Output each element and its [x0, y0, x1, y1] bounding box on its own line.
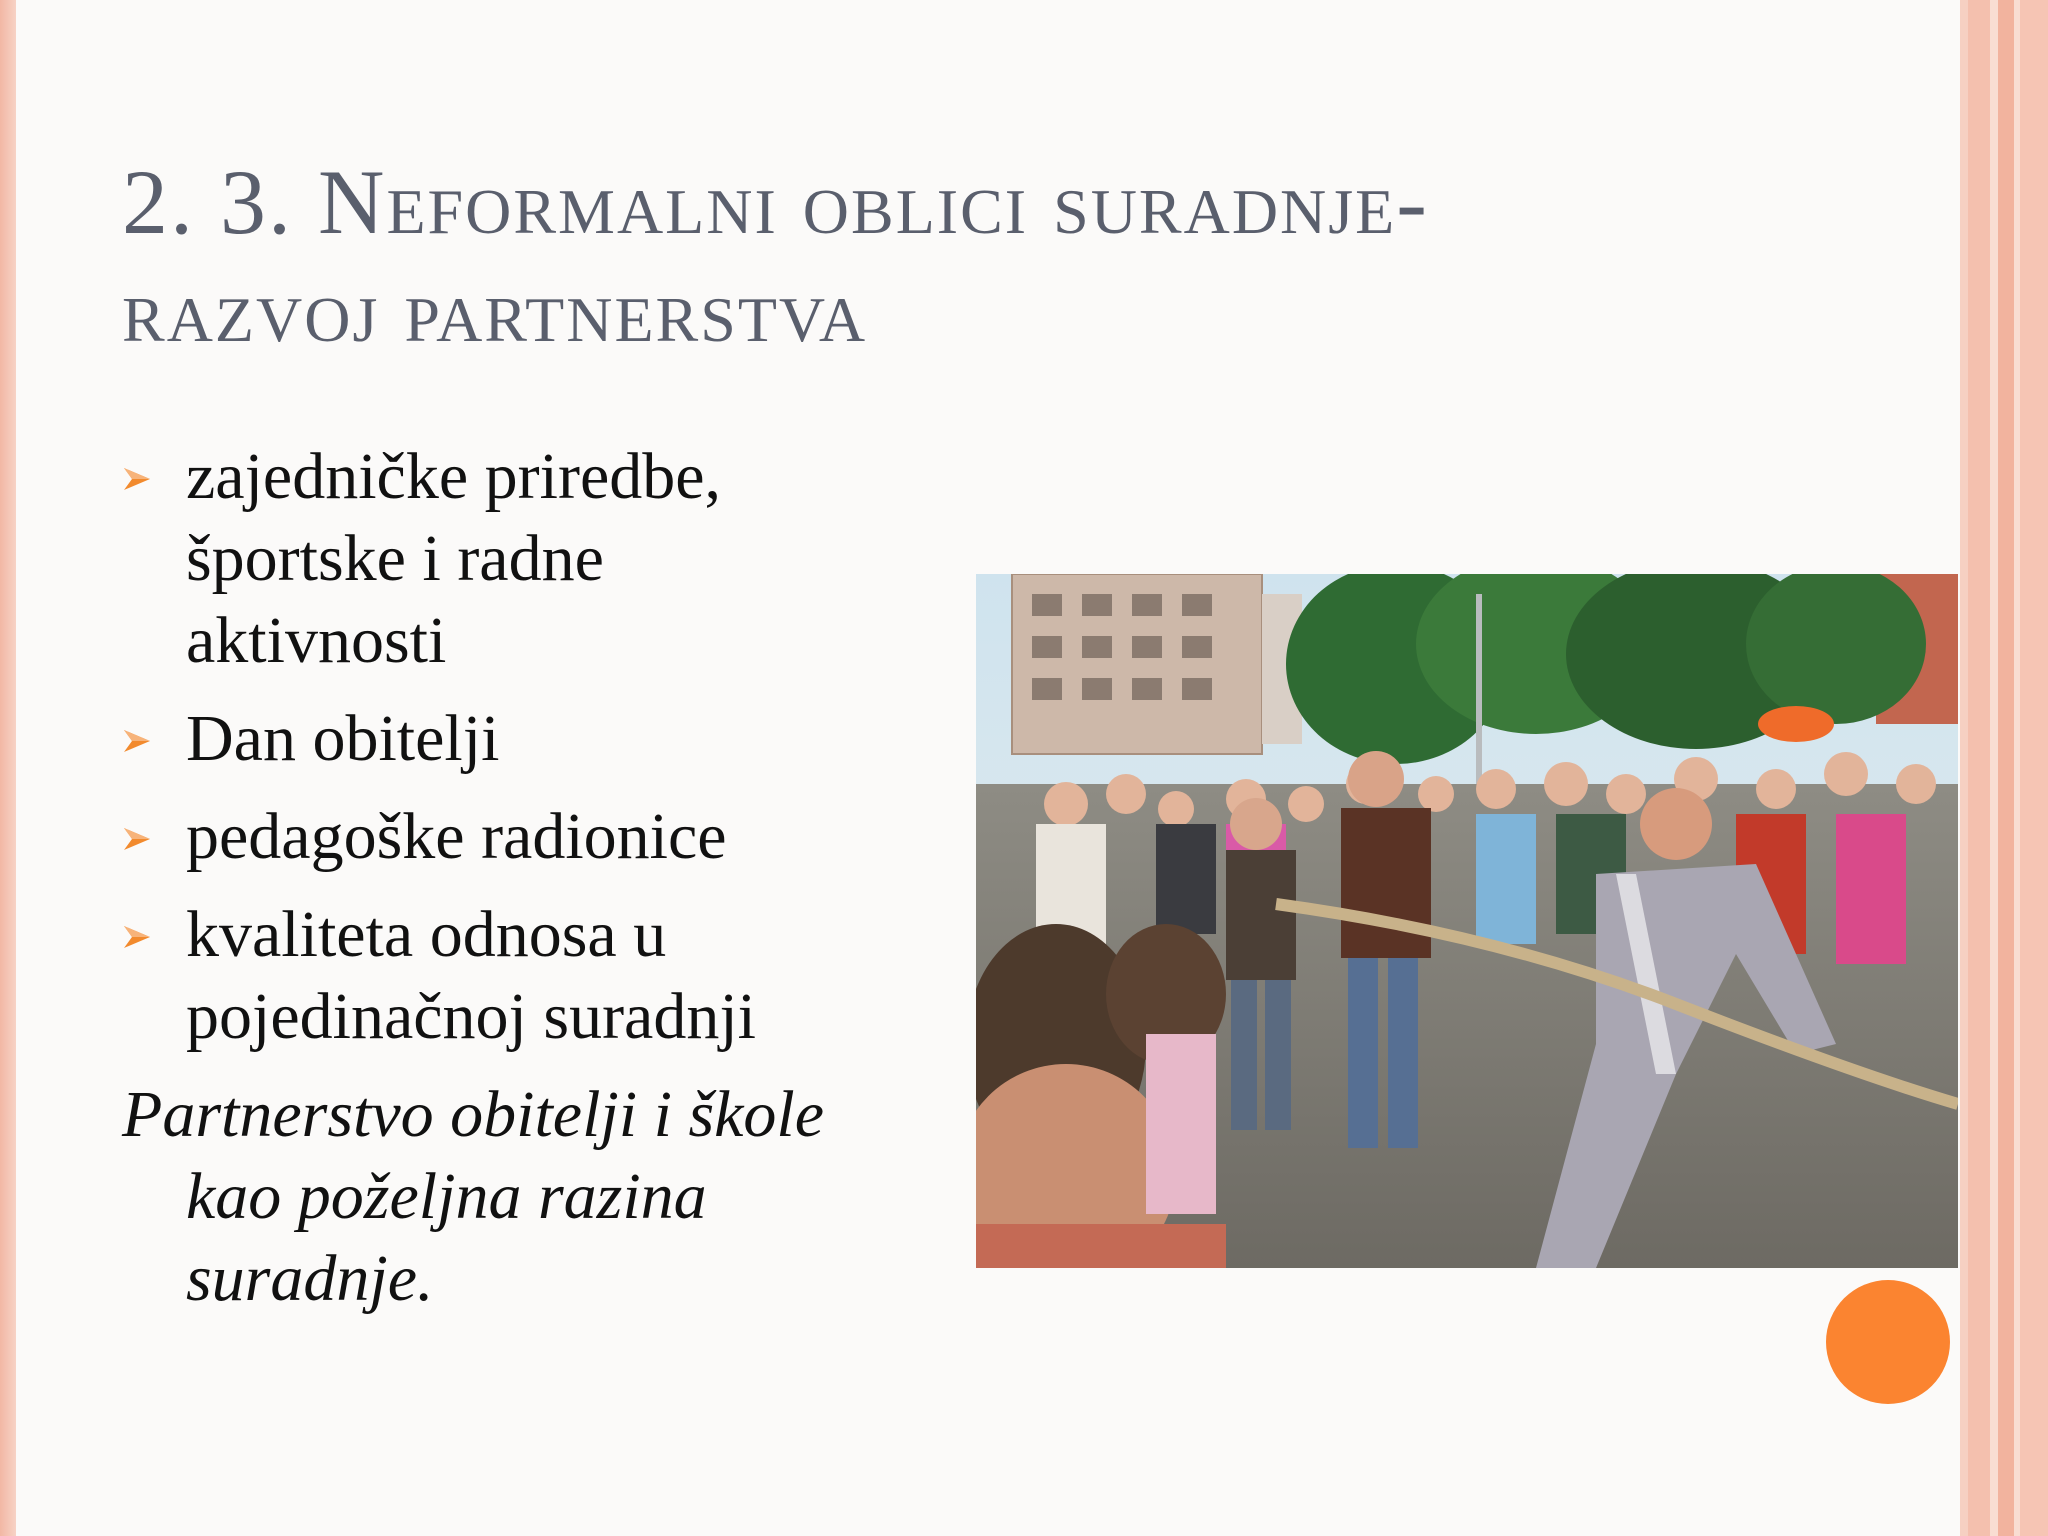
right-border-decoration — [2020, 0, 2048, 1536]
bullet-line: zajedničke priredbe, — [186, 440, 722, 513]
chevron-right-icon — [122, 464, 152, 494]
closing-line: Partnerstvo obitelji i škole — [122, 1078, 825, 1151]
title-line: razvoj partnerstva — [122, 259, 868, 361]
right-border-decoration — [1960, 0, 1968, 1536]
chevron-right-icon — [122, 726, 152, 756]
bullet-line: kvaliteta odnosa u — [186, 898, 667, 971]
bullet-line: pojedinačnoj suradnji — [186, 980, 757, 1053]
tug-of-war-photo — [976, 574, 1958, 1268]
bullet-line: aktivnosti — [186, 604, 447, 677]
photo-illustration — [976, 574, 1958, 1268]
bullet-item — [122, 796, 982, 878]
right-border-decoration — [1990, 0, 1998, 1536]
left-border-decoration — [0, 0, 16, 1536]
bullet-item — [122, 894, 982, 1058]
bullet-line: športske i radne — [186, 522, 604, 595]
title-line: 2. 3. Neformalni oblici suradnje- — [122, 151, 1429, 253]
right-border-decoration — [1968, 0, 1990, 1536]
bullet-line: pedagoške radionice — [186, 800, 727, 873]
bullet-item — [122, 698, 982, 780]
closing-statement — [122, 1074, 1046, 1320]
chevron-right-icon — [122, 824, 152, 854]
closing-line: suradnje. — [186, 1242, 434, 1315]
slide-title — [122, 148, 1682, 364]
bullet-item — [122, 436, 982, 682]
chevron-right-icon — [122, 922, 152, 952]
bullet-line: Dan obitelji — [186, 702, 500, 775]
right-border-decoration — [1998, 0, 2014, 1536]
bullet-list — [122, 436, 982, 1074]
closing-line: kao poželjna razina — [186, 1160, 707, 1233]
accent-dot — [1826, 1280, 1950, 1404]
